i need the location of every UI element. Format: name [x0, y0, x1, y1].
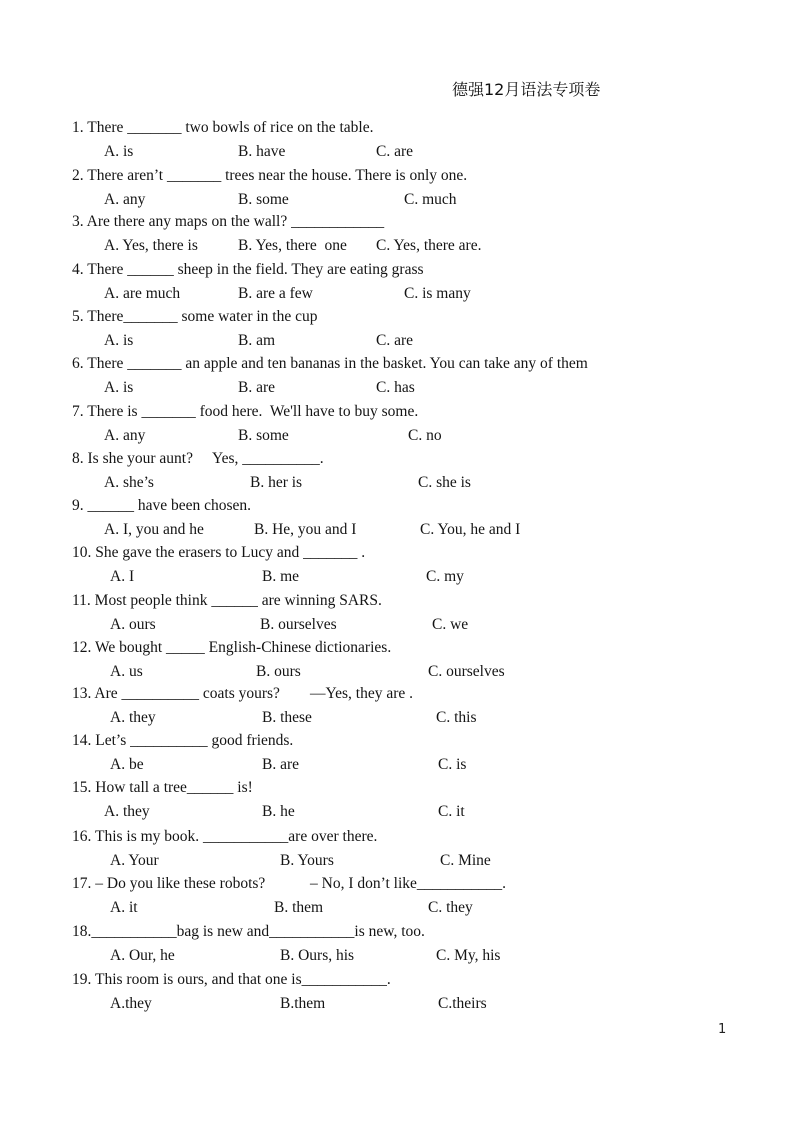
option-a: A. it	[110, 899, 138, 916]
option-b: B. he	[262, 803, 295, 820]
option-c: C. they	[428, 899, 473, 916]
question-19	[0, 968, 794, 1016]
option-a: A. ours	[110, 616, 156, 633]
question-reply: Yes, __________.	[212, 450, 324, 467]
question-16	[0, 825, 794, 873]
option-b: B.them	[280, 995, 326, 1012]
question-stem: 15. How tall a tree______ is!	[72, 779, 253, 796]
question-11	[0, 589, 794, 637]
option-a: A. Yes, there is	[104, 237, 198, 254]
option-a: A. us	[110, 663, 143, 680]
question-8	[0, 447, 794, 495]
question-10	[0, 541, 794, 589]
option-a: A. Your	[110, 852, 159, 869]
option-b: B. some	[238, 427, 289, 444]
question-stem: 6. There _______ an apple and ten bananas in the basket. You can take any of them	[72, 355, 588, 372]
question-stem: 16. This is my book. ___________are over there.	[72, 828, 378, 845]
question-reply: —Yes, they are .	[310, 685, 414, 702]
question-stem: 18.___________bag is new and___________is new, too.	[72, 923, 425, 940]
question-stem: 3. Are there any maps on the wall? ____________	[72, 213, 385, 230]
option-c: C. is	[438, 756, 467, 773]
option-a: A.they	[110, 995, 152, 1012]
question-stem: 4. There ______ sheep in the field. They are eating grass	[72, 261, 424, 278]
option-b: B. Yes, there one	[238, 237, 347, 254]
page-number: 1	[718, 1022, 727, 1037]
option-c: C. Mine	[440, 852, 491, 869]
option-a: A. any	[104, 427, 146, 444]
option-c: C. no	[408, 427, 442, 444]
option-a: A. any	[104, 191, 146, 208]
option-a: A. is	[104, 143, 134, 160]
question-17	[0, 872, 794, 920]
option-b: B. are a few	[238, 285, 313, 302]
option-a: A. is	[104, 332, 134, 349]
option-c: C. are	[376, 143, 414, 160]
option-a: A. be	[110, 756, 144, 773]
option-c: C. are	[376, 332, 414, 349]
option-b: B. He, you and I	[254, 521, 357, 538]
question-12	[0, 636, 794, 684]
option-b: B. ours	[256, 663, 301, 680]
option-c: C. much	[404, 191, 457, 208]
question-stem: 11. Most people think ______ are winning SARS.	[72, 592, 382, 609]
question-stem: 2. There aren’t _______ trees near the house. There is only one.	[72, 167, 468, 184]
option-b: B. am	[238, 332, 276, 349]
question-stem: 10. She gave the erasers to Lucy and _______ .	[72, 544, 366, 561]
option-b: B. them	[274, 899, 324, 916]
option-c: C. You, he and I	[420, 521, 521, 538]
question-stem: 19. This room is ours, and that one is___________.	[72, 971, 391, 988]
question-stem: 8. Is she your aunt?	[72, 450, 193, 467]
question-4	[0, 258, 794, 306]
worksheet-title: 德强12月语法专项卷	[452, 80, 601, 99]
option-c: C. has	[376, 379, 415, 396]
option-b: B. her is	[250, 474, 303, 491]
question-stem: 9. ______ have been chosen.	[72, 497, 252, 514]
option-c: C. it	[438, 803, 465, 820]
option-b: B. ourselves	[260, 616, 337, 633]
question-1	[0, 116, 794, 164]
option-c: C. my	[426, 568, 464, 585]
option-b: B. some	[238, 191, 289, 208]
option-b: B. are	[238, 379, 276, 396]
option-a: A. they	[110, 709, 156, 726]
question-stem: 14. Let’s __________ good friends.	[72, 732, 294, 749]
option-a: A. is	[104, 379, 134, 396]
option-c: C. Yes, there are.	[376, 237, 482, 254]
option-b: B. me	[262, 568, 300, 585]
option-a: A. she’s	[104, 474, 154, 491]
question-stem: 13. Are __________ coats yours?	[72, 685, 280, 702]
question-stem: 12. We bought _____ English-Chinese dictionaries.	[72, 639, 392, 656]
option-c: C. this	[436, 709, 477, 726]
question-5	[0, 305, 794, 353]
option-a: A. Our, he	[110, 947, 175, 964]
question-stem: 5. There_______ some water in the cup	[72, 308, 318, 325]
option-c: C. ourselves	[428, 663, 505, 680]
question-2	[0, 164, 794, 212]
question-stem: 7. There is _______ food here. We'll have to buy some.	[72, 403, 419, 420]
question-7	[0, 400, 794, 448]
option-a: A. I	[110, 568, 135, 585]
question-15	[0, 776, 794, 824]
question-stem: 17. – Do you like these robots?	[72, 875, 266, 892]
option-a: A. they	[104, 803, 150, 820]
question-13	[0, 682, 794, 730]
question-18	[0, 920, 794, 968]
option-c: C. we	[432, 616, 469, 633]
question-reply: – No, I don’t like___________.	[310, 875, 507, 892]
option-b: B. Yours	[280, 852, 334, 869]
option-b: B. have	[238, 143, 286, 160]
option-b: B. are	[262, 756, 300, 773]
option-c: C. My, his	[436, 947, 501, 964]
question-14	[0, 729, 794, 777]
question-3	[0, 210, 794, 258]
option-b: B. Ours, his	[280, 947, 355, 964]
option-a: A. I, you and he	[104, 521, 204, 538]
option-a: A. are much	[104, 285, 181, 302]
option-c: C.theirs	[438, 995, 487, 1012]
option-c: C. she is	[418, 474, 471, 491]
option-c: C. is many	[404, 285, 471, 302]
question-stem: 1. There _______ two bowls of rice on the table.	[72, 119, 374, 136]
option-b: B. these	[262, 709, 312, 726]
question-6	[0, 352, 794, 400]
question-9	[0, 494, 794, 542]
